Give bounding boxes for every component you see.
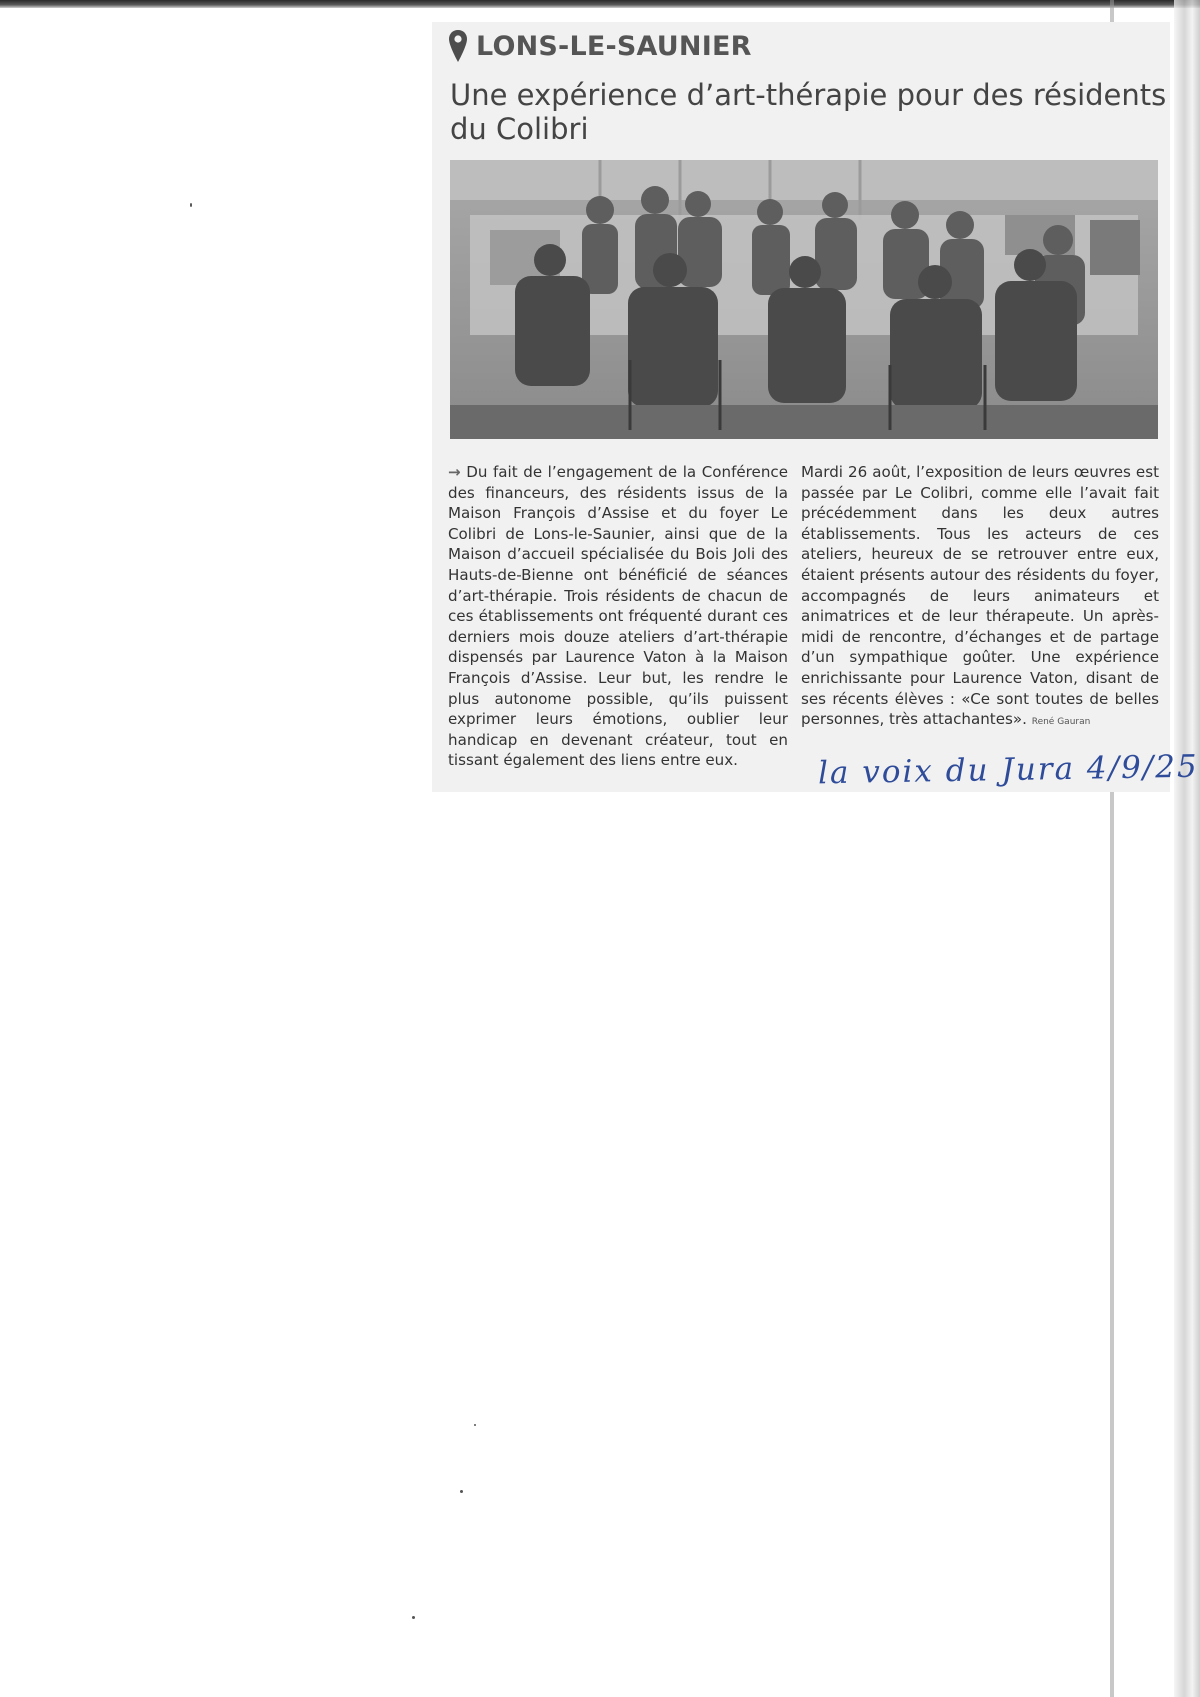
arrow-icon: → [448, 463, 461, 481]
section-label: LONS-LE-SAUNIER [476, 30, 752, 62]
scan-speck [190, 203, 192, 207]
scan-speck [460, 1490, 463, 1493]
scan-right-border [1174, 0, 1200, 1697]
article-column-left [448, 462, 788, 771]
handwritten-source-note: la voix du Jura 4/9/25 [817, 748, 1199, 792]
article-column-right [801, 462, 1159, 733]
group-photo-image [450, 160, 1158, 439]
article-text-left: Du fait de l’engagement de la Conférence des financeurs, des résidents issus de la Maison François d’Assise et du foyer Le Colibri de Lons-le-Saunier, ainsi que de la Maison d’accueil spécialisée du Bois Joli des Hauts-de-Bienne ont bénéficié de séances d’art-thérapie. Trois résidents de chacun de ces établissements ont fréquenté durant ces derniers mois douze ateliers d’art-thérapie dispensés par Laurence Vaton à la Maison François d’Assise. Leur but, les rendre le plus autonome possible, qu’ils puissent exprimer leurs émotions, oublier leur handicap en devenant créateur, tout en tissant également des liens entre eux. [448, 463, 788, 770]
location-pin-icon [448, 29, 468, 63]
section-header [448, 26, 752, 66]
scan-speck [474, 1424, 476, 1426]
article-text-right: Mardi 26 août, l’exposition de leurs œuvres est passée par Le Colibri, comme elle l’avait fait précédemment dans les deux autres établissements. Tous les acteurs de ces ateliers, heureux de se retrouver entre eux, étaient présents autour des résidents du foyer, accompagnés de leurs animateurs et animatrices et de leur thérapeute. Un après-midi de rencontre, d’échanges et de partage d’un sympathique goûter. Une expérience enrichissante pour Laurence Vaton, disant de ses récents élèves : «Ce sont toutes de belles personnes, très attachantes». [801, 463, 1159, 729]
scan-top-border [0, 0, 1200, 8]
group-photo [450, 160, 1158, 439]
article-headline: Une expérience d’art-thérapie pour des résidents du Colibri [450, 78, 1167, 146]
article-byline: René Gauran [1031, 717, 1091, 728]
scan-speck [412, 1616, 415, 1619]
